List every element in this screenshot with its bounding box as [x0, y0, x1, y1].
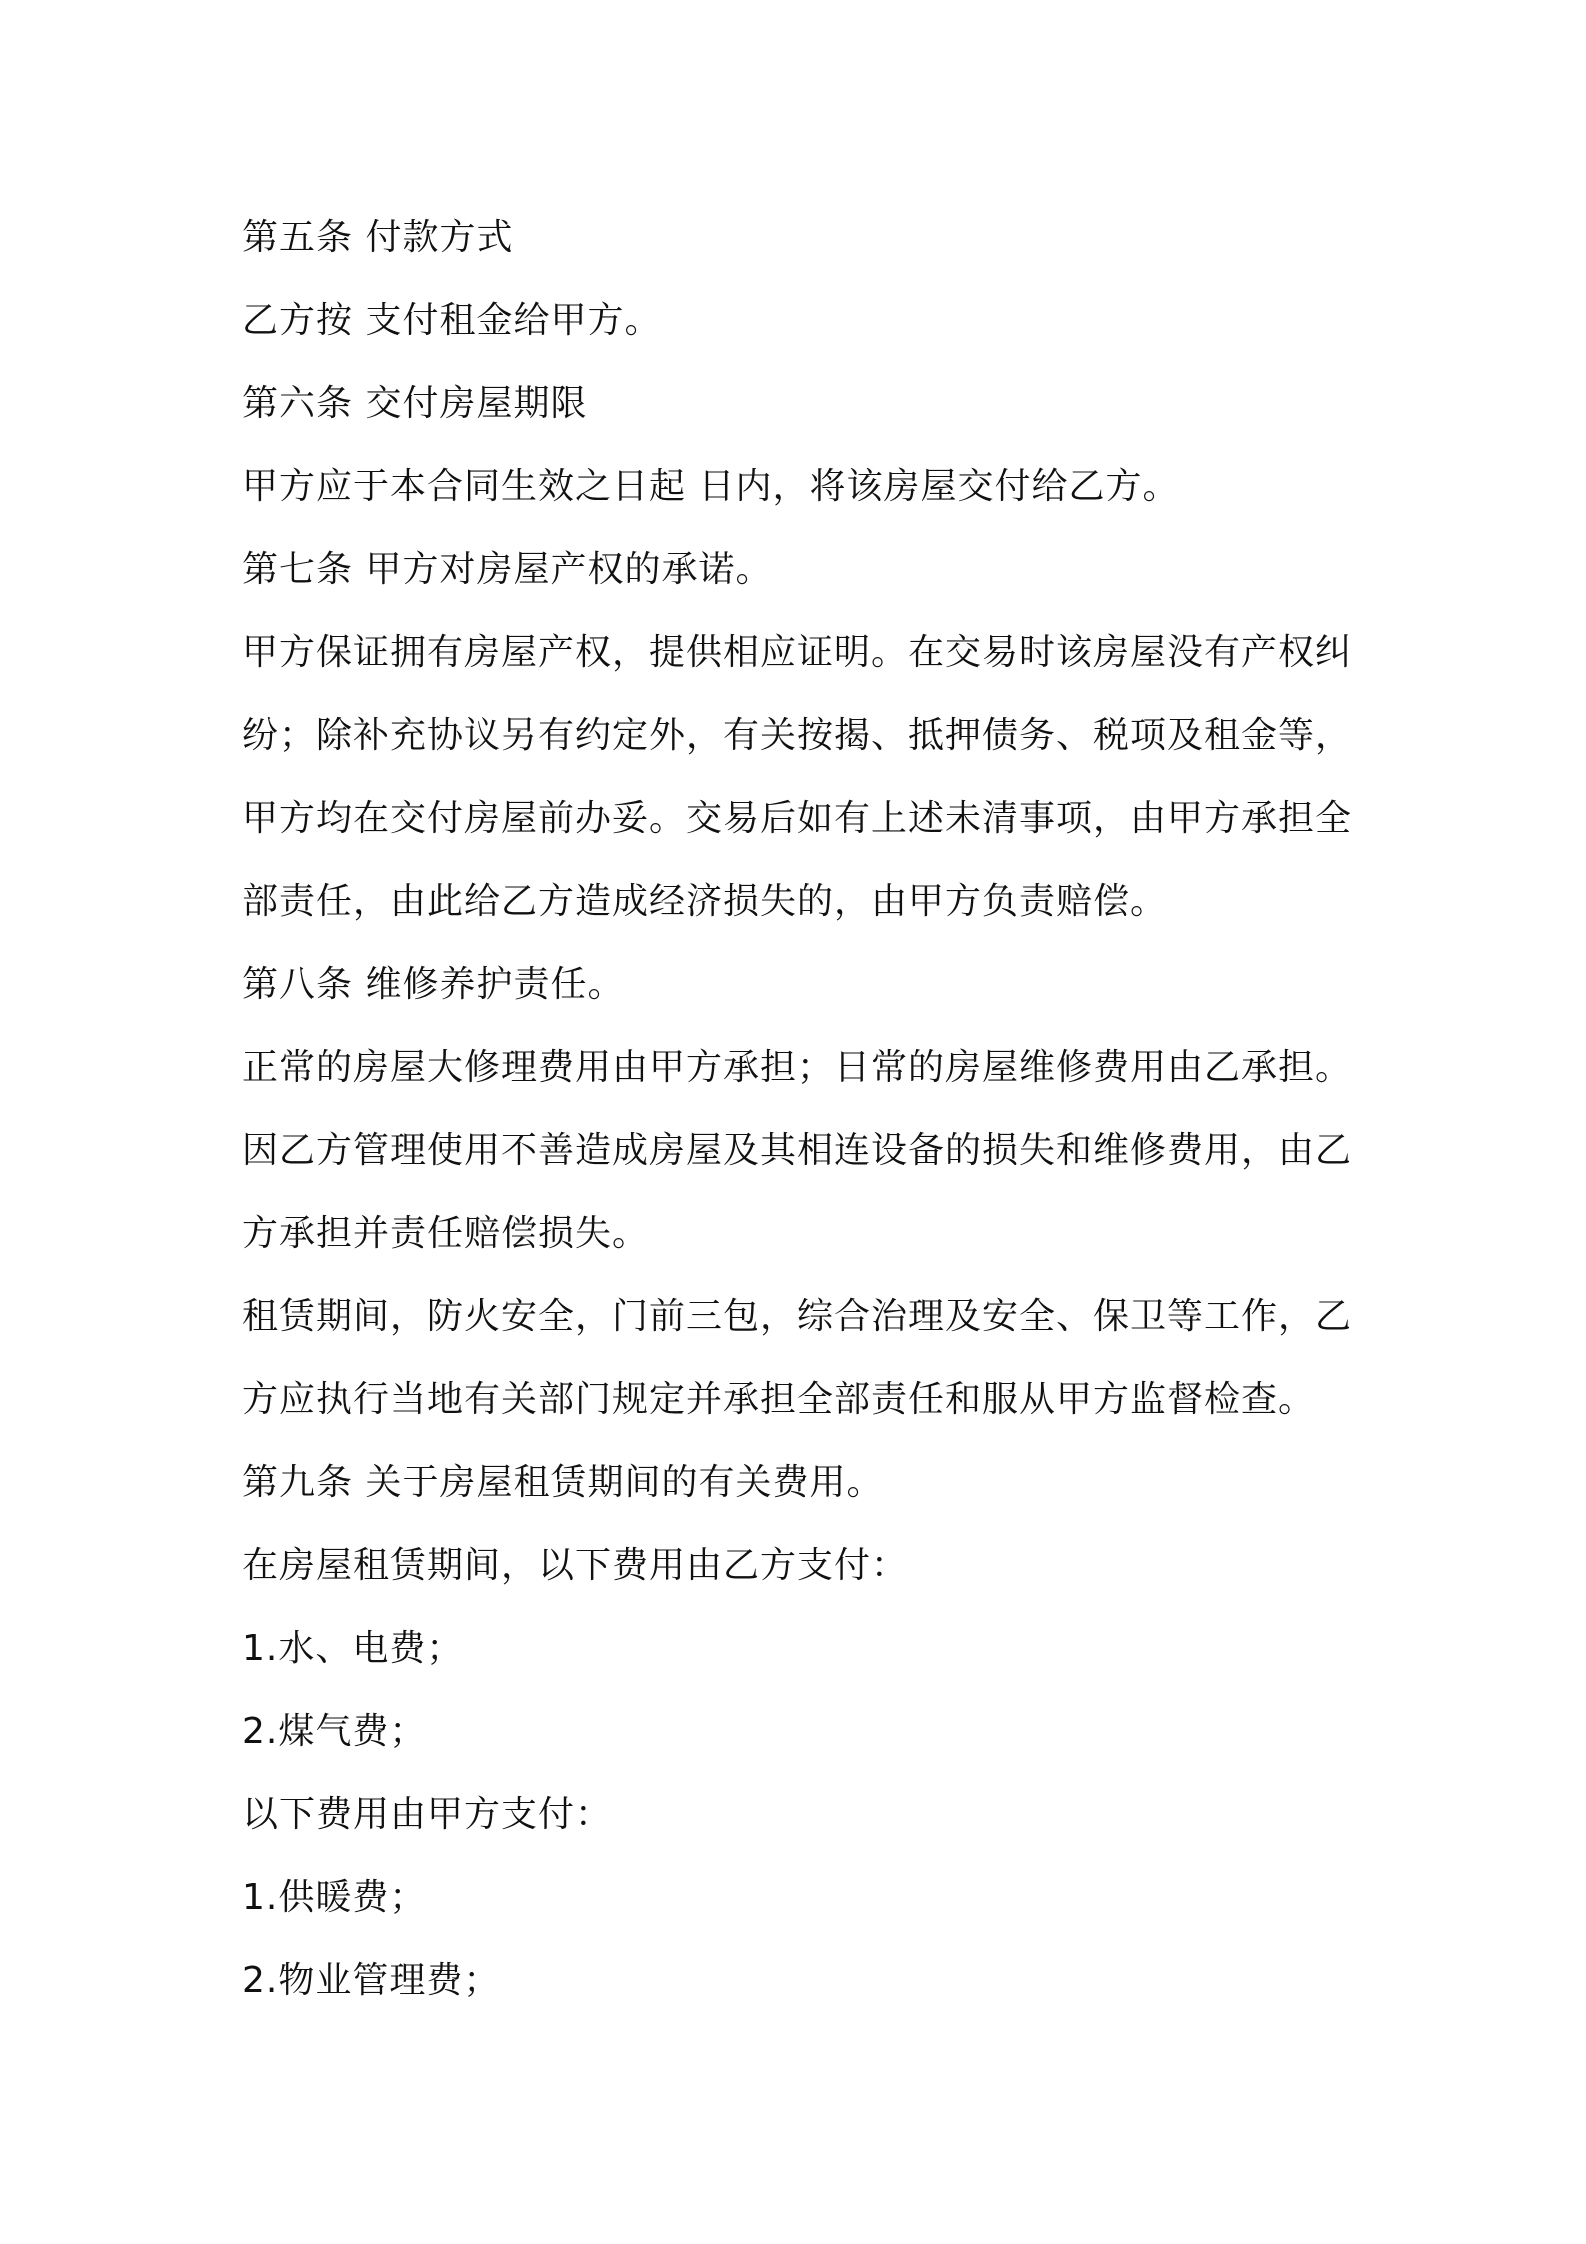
article-5-text: 乙方按 支付租金给甲方。: [242, 300, 662, 341]
document-body: [242, 196, 1362, 2022]
article-6-heading: 第六条 交付房屋期限: [242, 383, 588, 424]
article-8-text-line-3: 方承担并责任赔偿损失。: [242, 1213, 650, 1254]
article-7-text-line-2: 纷；除补充协议另有约定外，有关按揭、抵押债务、税项及租金等，: [242, 715, 1353, 756]
list-item: 2.煤气费；: [242, 1711, 427, 1752]
list-item: 2.物业管理费；: [242, 1960, 501, 2001]
list-item: 1.水、电费；: [242, 1628, 464, 1669]
article-8-text-line-2: 因乙方管理使用不善造成房屋及其相连设备的损失和维修费用，由乙: [242, 1130, 1353, 1171]
article-7-heading: 第七条 甲方对房屋产权的承诺。: [242, 549, 773, 590]
article-9-intro-tenant: 在房屋租赁期间，以下费用由乙方支付：: [242, 1545, 909, 1586]
article-6-text: 甲方应于本合同生效之日起 日内，将该房屋交付给乙方。: [242, 466, 1180, 507]
article-5-heading: 第五条 付款方式: [242, 217, 514, 258]
article-8-text-line-4: 租赁期间，防火安全，门前三包，综合治理及安全、保卫等工作，乙: [242, 1296, 1353, 1337]
article-8-text-line-1: 正常的房屋大修理费用由甲方承担；日常的房屋维修费用由乙承担。: [242, 1047, 1353, 1088]
article-7-text-line-4: 部责任，由此给乙方造成经济损失的，由甲方负责赔偿。: [242, 881, 1168, 922]
article-9-intro-landlord: 以下费用由甲方支付：: [242, 1794, 613, 1835]
article-7-text-line-3: 甲方均在交付房屋前办妥。交易后如有上述未清事项，由甲方承担全: [242, 798, 1353, 839]
article-9-heading: 第九条 关于房屋租赁期间的有关费用。: [242, 1462, 884, 1503]
article-8-heading: 第八条 维修养护责任。: [242, 964, 625, 1005]
article-7-text-line-1: 甲方保证拥有房屋产权，提供相应证明。在交易时该房屋没有产权纠: [242, 632, 1353, 673]
article-8-text-line-5: 方应执行当地有关部门规定并承担全部责任和服从甲方监督检查。: [242, 1379, 1316, 1420]
list-item: 1.供暖费；: [242, 1877, 427, 1918]
